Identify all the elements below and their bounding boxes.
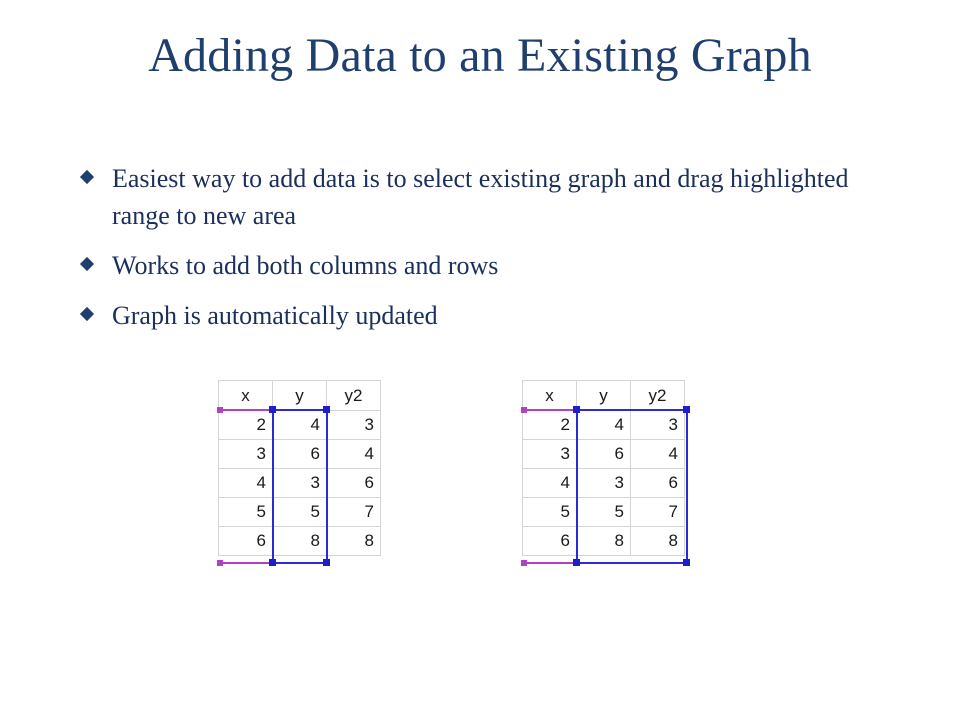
cell[interactable]: 5 bbox=[523, 498, 577, 527]
x-range-bottom-marker bbox=[522, 562, 578, 564]
bullet-text: Works to add both columns and rows bbox=[112, 251, 499, 280]
bullet-item bbox=[78, 160, 878, 234]
spreadsheet-before bbox=[218, 380, 381, 556]
x-range-handle[interactable] bbox=[217, 407, 223, 413]
cell[interactable]: 5 bbox=[577, 498, 631, 527]
cell[interactable]: 3 bbox=[219, 440, 273, 469]
cell[interactable]: 4 bbox=[273, 411, 327, 440]
table-row bbox=[219, 440, 381, 469]
header-row bbox=[219, 381, 381, 411]
column-header-y2[interactable]: y2 bbox=[327, 381, 381, 411]
x-range-handle[interactable] bbox=[217, 560, 223, 566]
cell[interactable]: 4 bbox=[631, 440, 685, 469]
table-row bbox=[219, 498, 381, 527]
cell[interactable]: 6 bbox=[219, 527, 273, 556]
selection-handle[interactable] bbox=[573, 559, 580, 566]
diamond-bullet-icon bbox=[80, 170, 94, 184]
cell[interactable]: 6 bbox=[577, 440, 631, 469]
cell[interactable]: 8 bbox=[327, 527, 381, 556]
table-row bbox=[219, 411, 381, 440]
data-table bbox=[522, 380, 685, 556]
cell[interactable]: 6 bbox=[523, 527, 577, 556]
cell[interactable]: 8 bbox=[273, 527, 327, 556]
cell[interactable]: 2 bbox=[219, 411, 273, 440]
slide-title: Adding Data to an Existing Graph bbox=[148, 29, 812, 82]
table-row bbox=[523, 411, 685, 440]
column-header-y[interactable]: y bbox=[577, 381, 631, 411]
cell[interactable]: 3 bbox=[523, 440, 577, 469]
cell[interactable]: 6 bbox=[327, 469, 381, 498]
bullet-text: Graph is automatically updated bbox=[112, 301, 438, 330]
cell[interactable]: 4 bbox=[327, 440, 381, 469]
diamond-bullet-icon bbox=[80, 307, 94, 321]
column-header-x[interactable]: x bbox=[523, 381, 577, 411]
cell[interactable]: 6 bbox=[631, 469, 685, 498]
cell[interactable]: 4 bbox=[219, 469, 273, 498]
table-row bbox=[523, 440, 685, 469]
column-header-y2[interactable]: y2 bbox=[631, 381, 685, 411]
table-row bbox=[523, 527, 685, 556]
cell[interactable]: 3 bbox=[327, 411, 381, 440]
table-row bbox=[523, 498, 685, 527]
cell[interactable]: 3 bbox=[577, 469, 631, 498]
table-row bbox=[219, 469, 381, 498]
cell[interactable]: 4 bbox=[523, 469, 577, 498]
x-range-bottom-marker bbox=[218, 562, 274, 564]
cell[interactable]: 5 bbox=[273, 498, 327, 527]
selection-handle[interactable] bbox=[323, 559, 330, 566]
x-range-handle[interactable] bbox=[521, 560, 527, 566]
bullet-list bbox=[78, 160, 878, 347]
x-range-top-marker bbox=[218, 409, 274, 411]
cell[interactable]: 3 bbox=[631, 411, 685, 440]
spreadsheet-after bbox=[522, 380, 685, 556]
selection-handle[interactable] bbox=[573, 406, 580, 413]
bullet-text: Easiest way to add data is to select existing graph and drag highlighted range to new area bbox=[112, 164, 849, 230]
cell[interactable]: 7 bbox=[327, 498, 381, 527]
header-row bbox=[523, 381, 685, 411]
x-range-handle[interactable] bbox=[521, 407, 527, 413]
data-table bbox=[218, 380, 381, 556]
cell[interactable]: 8 bbox=[631, 527, 685, 556]
selection-handle[interactable] bbox=[269, 559, 276, 566]
cell[interactable]: 3 bbox=[273, 469, 327, 498]
cell[interactable]: 8 bbox=[577, 527, 631, 556]
cell[interactable]: 6 bbox=[273, 440, 327, 469]
bullet-item bbox=[78, 297, 878, 334]
cell[interactable]: 7 bbox=[631, 498, 685, 527]
diamond-bullet-icon bbox=[80, 257, 94, 271]
selection-handle[interactable] bbox=[683, 406, 690, 413]
cell[interactable]: 5 bbox=[219, 498, 273, 527]
x-range-top-marker bbox=[522, 409, 578, 411]
table-row bbox=[219, 527, 381, 556]
cell[interactable]: 2 bbox=[523, 411, 577, 440]
selection-handle[interactable] bbox=[269, 406, 276, 413]
selection-handle[interactable] bbox=[683, 559, 690, 566]
selection-handle[interactable] bbox=[323, 406, 330, 413]
bullet-item bbox=[78, 247, 878, 284]
column-header-x[interactable]: x bbox=[219, 381, 273, 411]
table-row bbox=[523, 469, 685, 498]
column-header-y[interactable]: y bbox=[273, 381, 327, 411]
cell[interactable]: 4 bbox=[577, 411, 631, 440]
